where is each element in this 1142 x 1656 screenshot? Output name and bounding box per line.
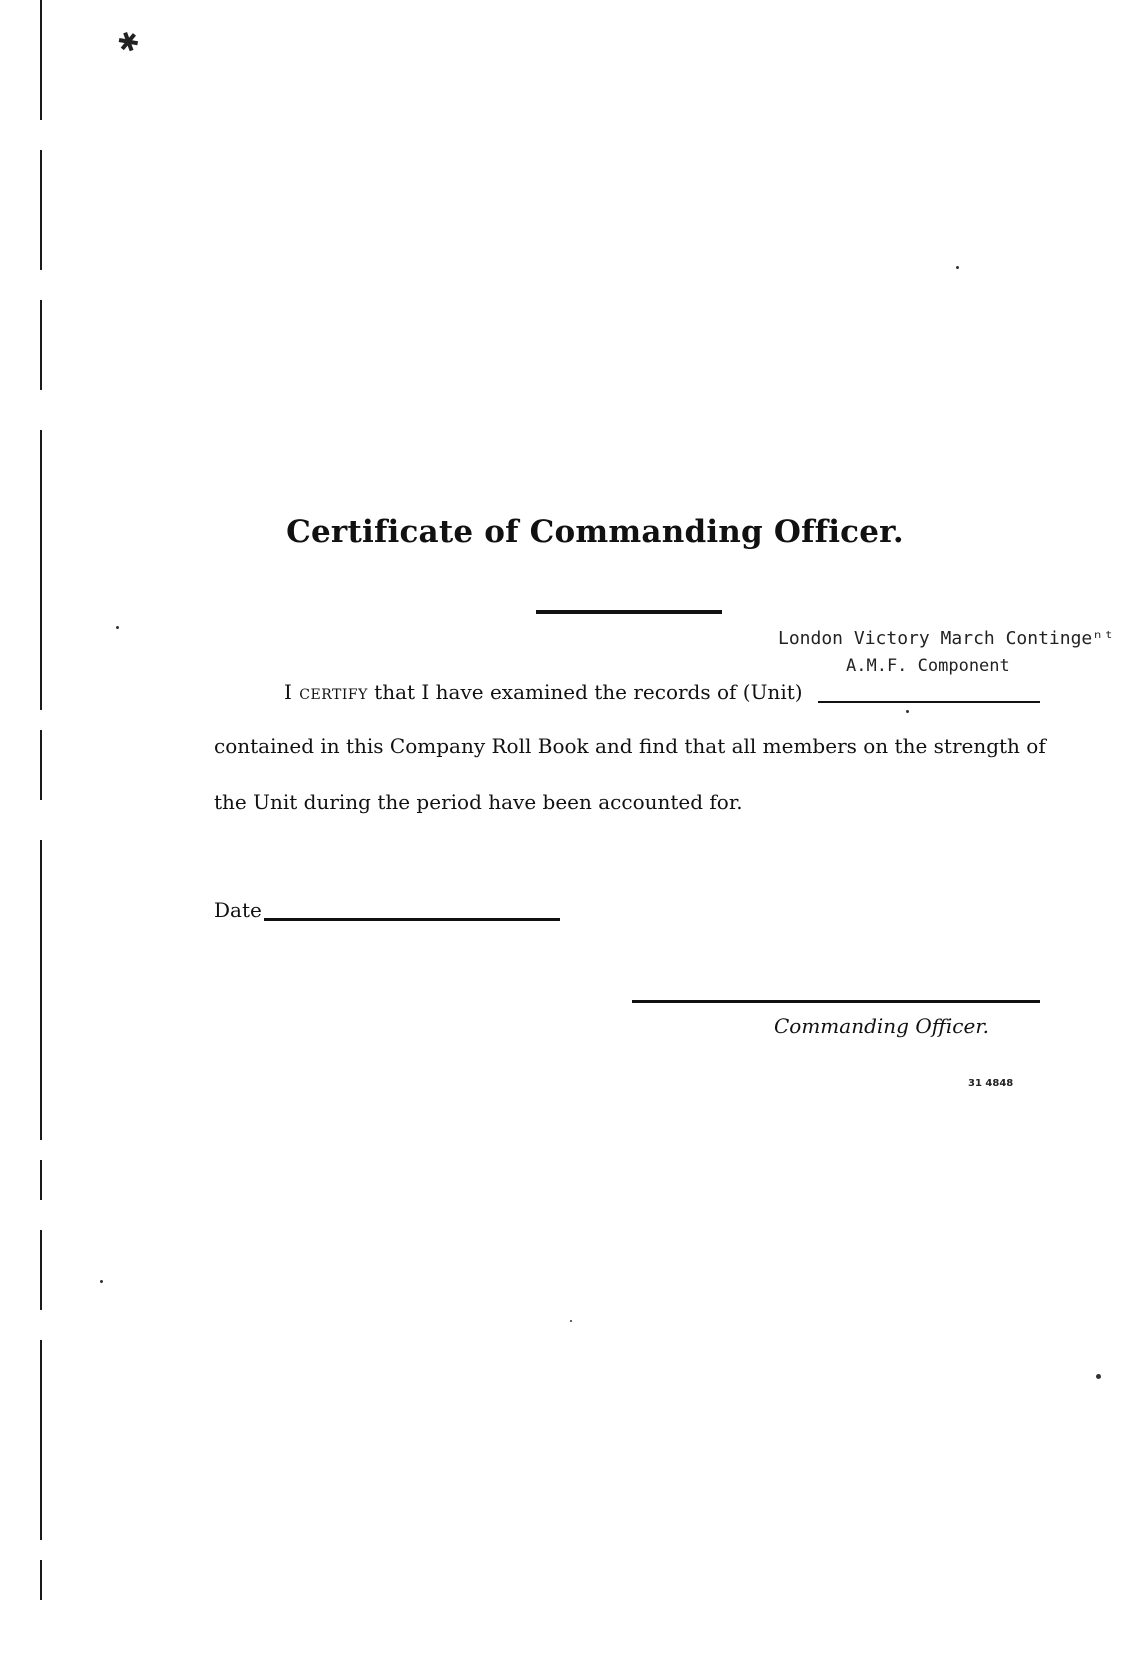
certify-line-3: the Unit during the period have been accounted for. — [214, 790, 743, 814]
ink-speck — [100, 1280, 103, 1283]
date-blank-line — [264, 918, 560, 921]
binding-mark — [40, 1560, 42, 1600]
ink-speck — [570, 1320, 572, 1322]
binding-edge — [40, 0, 44, 1656]
binding-mark — [40, 1230, 42, 1310]
ink-speck — [116, 626, 119, 629]
corner-ink-mark: ✱ — [113, 25, 145, 61]
certify-line-1 — [284, 680, 803, 704]
binding-mark — [40, 0, 42, 120]
unit-stamp-line-2: A.M.F. Component — [846, 656, 1010, 676]
signature-label: Commanding Officer. — [774, 1014, 990, 1038]
title-underline — [536, 610, 722, 614]
binding-mark — [40, 1160, 42, 1200]
certify-line-1-rest: that I have examined the records of (Unit) — [367, 680, 803, 704]
unit-stamp-line-1: London Victory March Contingeⁿᵗ — [778, 628, 1114, 649]
binding-mark — [40, 1340, 42, 1540]
signature-line — [632, 1000, 1040, 1003]
binding-mark — [40, 430, 42, 710]
binding-mark — [40, 840, 42, 1140]
binding-mark — [40, 150, 42, 270]
document-title: Certificate of Commanding Officer. — [286, 514, 904, 550]
ink-speck — [956, 266, 959, 269]
ink-speck — [906, 710, 909, 713]
form-number: 31 4848 — [968, 1078, 1014, 1089]
certify-word: I certify — [284, 680, 368, 704]
certify-line-2: contained in this Company Roll Book and find that all members on the strength of — [214, 734, 1046, 758]
ink-speck — [1096, 1374, 1101, 1379]
binding-mark — [40, 300, 42, 390]
binding-mark — [40, 730, 42, 800]
date-label: Date — [214, 898, 262, 922]
unit-blank-line — [818, 700, 1040, 703]
